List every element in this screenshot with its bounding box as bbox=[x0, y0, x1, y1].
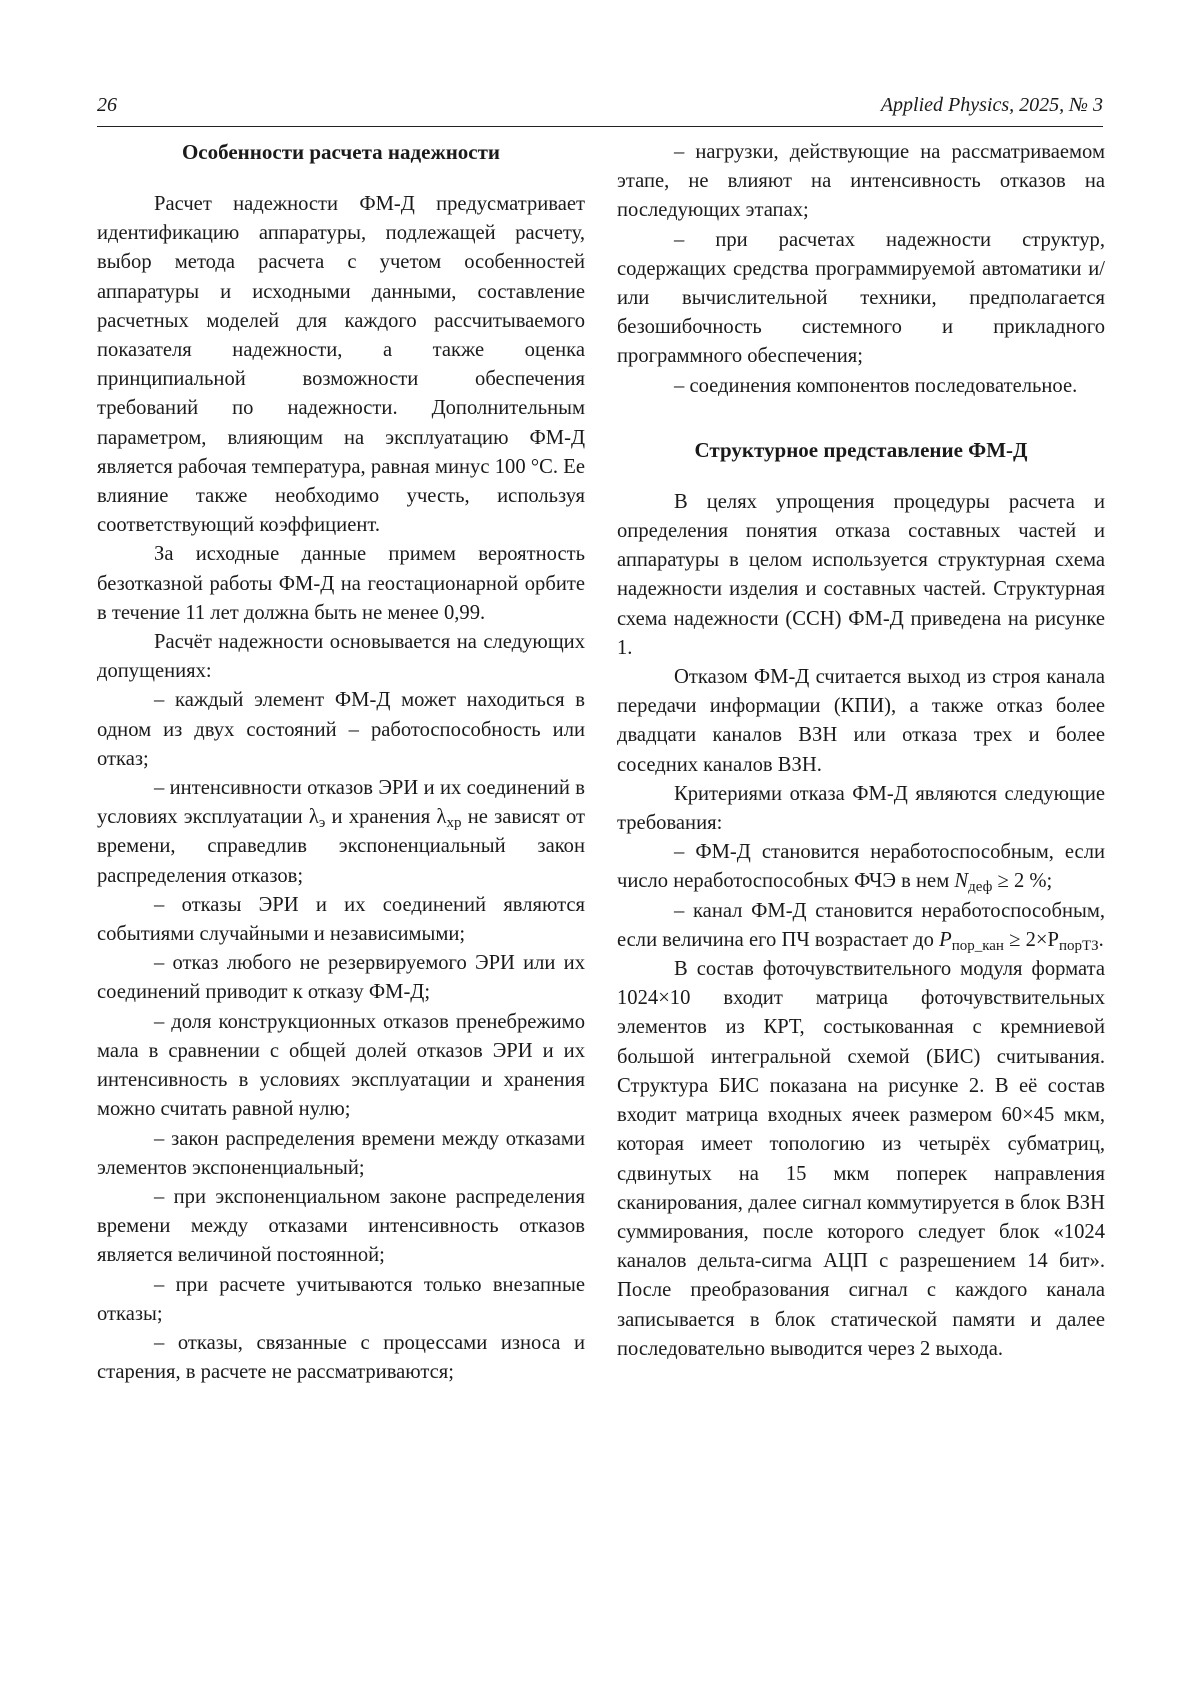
paragraph: Критериями отказа ФМ-Д являются следующие требования: bbox=[617, 782, 1105, 835]
list-item: – при расчете учитываются только внезапные отказы; bbox=[97, 1273, 585, 1325]
paragraph: Отказом ФМ-Д считается выход из строя канала передачи информации (КПИ), а также отказ более двадцати каналов ВЗН или отказа трех и более соседних каналов ВЗН. bbox=[617, 666, 1105, 776]
section-heading-structure: Структурное представление ФМ-Д bbox=[694, 437, 1028, 462]
list-item: – закон распределения времени между отказами элементов экспоненциальный; bbox=[97, 1127, 585, 1179]
paragraph: В состав фоточувствительного модуля формата 1024×10 входит матрица фоточувствительных элементов из КРТ, состыкованная с кремниевой большой интегральной схемой (БИС) считывания. Структура БИС показана на рисунке 2. В её состав входит матрица входных ячеек размером 60×45 мкм, которая имеет топологию из четырёх субматриц, сдвинутых на 15 мкм поперек направления сканирования, далее сигнал коммутируется в блок ВЗН суммирования, после которого следует блок «1024 каналов дельта-сигма АЦП с разрешением 14 бит». После преобразования сигнал с каждого канала записывается в блок статической памяти и далее последовательно выводится через 2 выхода. bbox=[617, 958, 1105, 1360]
list-item: – нагрузки, действующие на рассматриваемом этапе, не влияют на интенсивность отказов на последующих этапах; bbox=[617, 141, 1105, 222]
variable: N bbox=[954, 870, 969, 893]
text-run: и хранения λ bbox=[325, 806, 447, 829]
list-item bbox=[617, 897, 1105, 955]
text-run: . bbox=[1098, 928, 1104, 951]
subscript: хр bbox=[446, 815, 462, 832]
variable: P bbox=[939, 928, 952, 951]
paragraph: Расчет надежности ФМ-Д предусматривает идентификацию аппаратуры, подлежащей расчету, выбор метода расчета с учетом особенностей аппаратуры и исходными данными, составление расчетных моделей для каждого рассчитываемого показателя надежности, а также оценка принципиальной возможности обеспечения требований по надежности. Дополнительным параметром, влияющим на эксплуатацию ФМ-Д является рабочая температура, равная минус 100 °С. Ее влияние также необходимо учесть, используя соответствующий коэффициент. bbox=[97, 193, 585, 537]
list-item: – каждый элемент ФМ-Д может находиться в одном из двух состояний – работоспособность или отказ; bbox=[97, 689, 585, 770]
paragraph: Расчёт надежности основывается на следующих допущениях: bbox=[97, 631, 585, 683]
list-item: – при расчетах надежности структур, содержащих средства программируемой автоматики и/или вычислительной техники, предполагается безошибочность системного и прикладного программного обеспечения; bbox=[617, 228, 1105, 368]
paragraph: В целях упрощения процедуры расчета и определения понятия отказа составных частей и аппаратуры в целом используется структурная схема надежности изделия и составных частей. Структурная схема надежности (ССН) ФМ-Д приведена на рисунке 1. bbox=[617, 490, 1105, 659]
list-item bbox=[97, 774, 585, 891]
text-run: ≥ 2 %; bbox=[992, 870, 1053, 893]
list-item: – при экспоненциальном законе распределения времени между отказами интенсивность отказов является величиной постоянной; bbox=[97, 1185, 585, 1267]
text-run: – ФМ-Д становится неработоспособным, если число неработоспособных ФЧЭ в нем bbox=[617, 841, 1105, 893]
paragraph: За исходные данные примем вероятность безотказной работы ФМ-Д на геостационарной орбите в течение 11 лет должна быть не менее 0,99. bbox=[97, 543, 585, 624]
subscript: э bbox=[318, 815, 326, 832]
list-item bbox=[617, 838, 1105, 896]
text-run: – интенсивности отказов ЭРИ и их соединений в условиях эксплуатации λ bbox=[97, 777, 585, 829]
right-column bbox=[617, 138, 1105, 1364]
subscript: деф bbox=[968, 879, 993, 896]
running-header bbox=[97, 92, 1103, 127]
text-run: не зависят от времени, справедлив экспоненциальный закон распределения отказов; bbox=[97, 806, 585, 887]
subscript: порТЗ bbox=[1058, 937, 1099, 954]
section-heading-reliability: Особенности расчета надежности bbox=[181, 140, 501, 164]
journal-title: Applied Physics, 2025, № 3 bbox=[880, 94, 1103, 116]
text-run: – канал ФМ-Д становится неработоспособным, если величина его ПЧ возрастает до bbox=[617, 899, 1105, 951]
left-column bbox=[97, 138, 585, 1387]
list-item: – отказы ЭРИ и их соединений являются событиями случайными и независимыми; bbox=[97, 893, 585, 946]
text-run: ≥ 2×P bbox=[1003, 928, 1059, 951]
list-item: – соединения компонентов последовательное. bbox=[674, 374, 1078, 397]
list-item: – отказы, связанные с процессами износа и старения, в расчете не рассматриваются; bbox=[97, 1331, 585, 1384]
list-item: – отказ любого не резервируемого ЭРИ или их соединений приводит к отказу ФМ-Д; bbox=[97, 952, 585, 1004]
page-number: 26 bbox=[97, 94, 117, 116]
list-item: – доля конструкционных отказов пренебрежимо мала в сравнении с общей долей отказов ЭРИ и их интенсивность в условиях эксплуатации и хранения можно считать равной нулю; bbox=[97, 1010, 585, 1121]
subscript: пор_кан bbox=[951, 937, 1004, 954]
